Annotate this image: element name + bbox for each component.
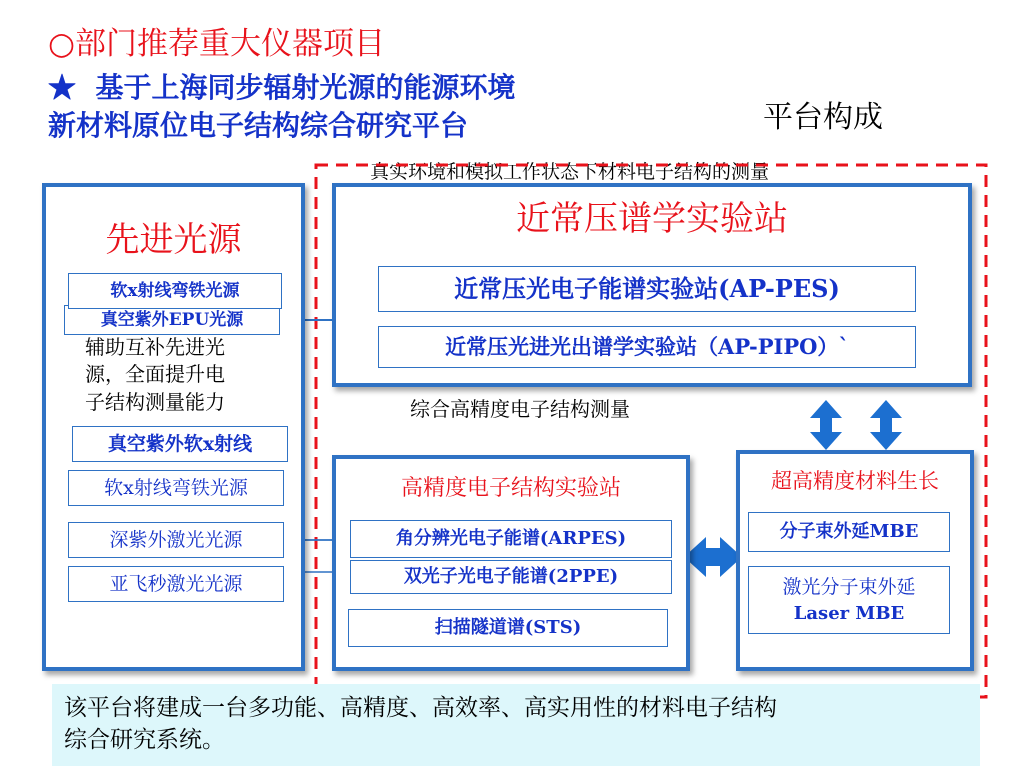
ap-pipo-item: 近常压光进光出谱学实验站（AP-PIPO）` (378, 326, 916, 368)
summary-line1: 该平台将建成一台多功能、高精度、高效率、高实用性的材料电子结构 (64, 695, 777, 721)
source-bend-magnet-top: 软x射线弯铁光源 (68, 273, 282, 309)
laser-mbe-item (748, 566, 950, 634)
summary-line2: 综合研究系统。 (64, 727, 225, 753)
source-deep-uv-laser: 深紫外激光光源 (68, 522, 284, 558)
env-label: 真实环境和模拟工作状态下材料电子结构的测量 (370, 161, 770, 183)
laser-mbe-line2: Laser MBE (793, 603, 905, 624)
source-vuv-soft-x: 真空紫外软x射线 (72, 426, 288, 462)
mbe-item: 分子束外延MBE (748, 512, 950, 552)
laser-mbe-line1: 激光分子束外延 (782, 576, 916, 598)
ap-pes-item: 近常压光电子能谱实验站(AP-PES) (378, 266, 916, 312)
sts-item: 扫描隧道谱(STS) (348, 609, 668, 647)
light-source-title: 先进光源 (105, 220, 242, 260)
source-desc-line2: 源，全面提升电 (85, 362, 225, 386)
summary-box (52, 684, 980, 766)
source-desc-line1: 辅助互补先进光 (85, 335, 225, 359)
hp-station-title: 高精度电子结构实验站 (400, 476, 621, 501)
source-bend-magnet-2: 软x射线弯铁光源 (68, 470, 284, 506)
double-arrow-vertical-1-icon (810, 400, 842, 450)
ap-station-title: 近常压谱学实验站 (516, 199, 788, 239)
2ppe-item: 双光子光电子能谱(2PPE) (350, 560, 672, 594)
mid-label: 综合高精度电子结构测量 (410, 397, 630, 421)
double-arrow-horizontal-icon (684, 537, 742, 577)
source-bend-magnet-1: 真空紫外EPU光源 (64, 305, 280, 335)
platform-title: 平台构成 (763, 100, 883, 135)
header-line2: ★ 基于上海同步辐射光源的能源环境 (48, 71, 516, 104)
header-line1: ○部门推荐重大仪器项目 (48, 26, 386, 62)
growth-title: 超高精度材料生长 (771, 469, 939, 493)
arpes-item: 角分辨光电子能谱(ARPES) (350, 520, 672, 558)
source-subfs-laser: 亚飞秒激光光源 (68, 566, 284, 602)
header-line3: 新材料原位电子结构综合研究平台 (48, 109, 469, 142)
double-arrow-vertical-2-icon (870, 400, 902, 450)
source-desc-line3: 子结构测量能力 (85, 390, 225, 414)
